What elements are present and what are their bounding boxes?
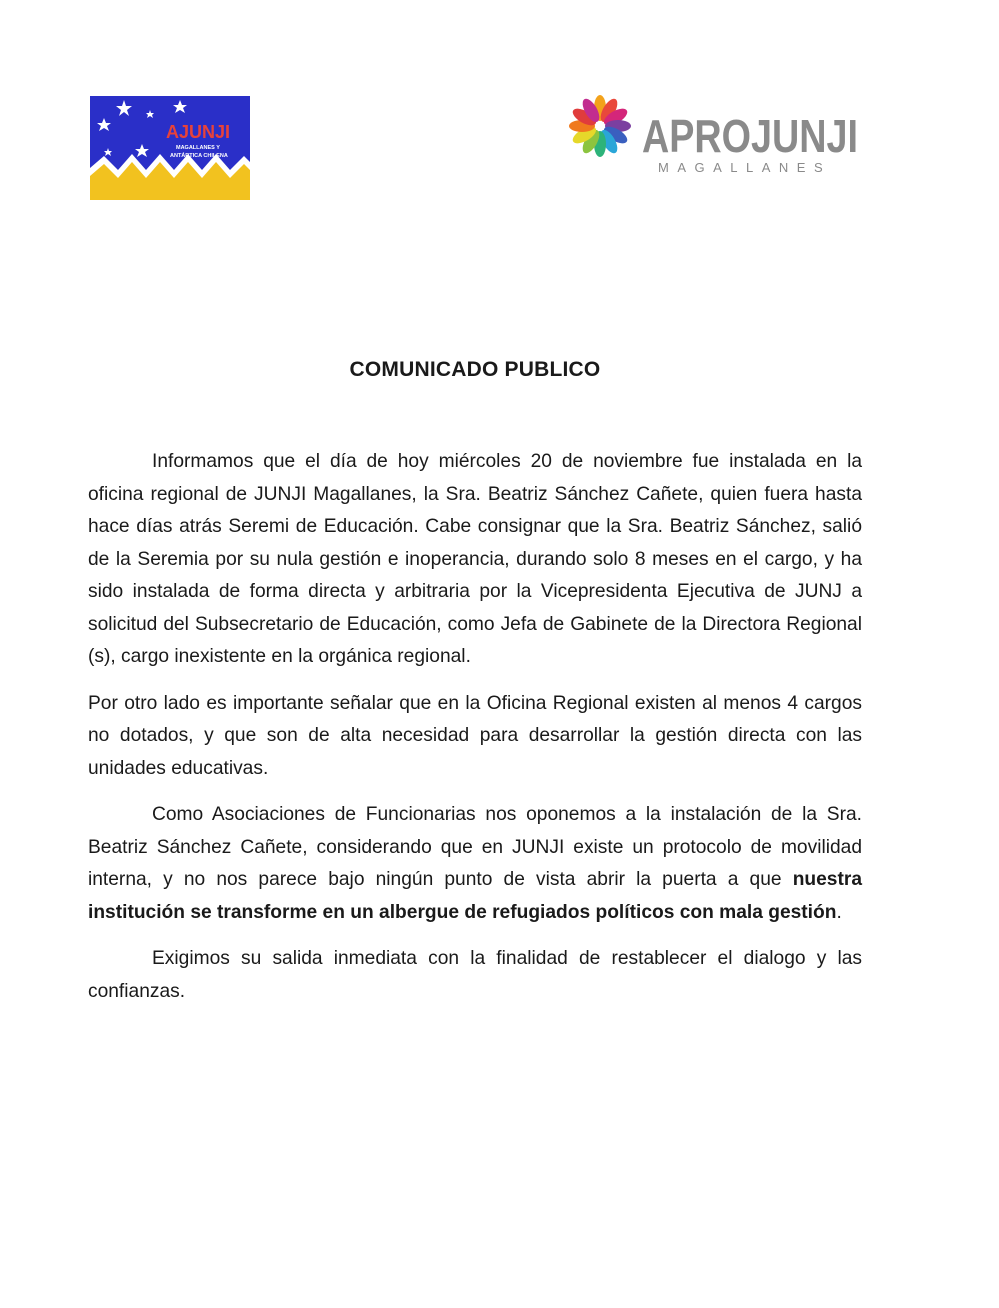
paragraph-4: Exigimos su salida inmediata con la finalidad de restablecer el dialogo y las confianzas. [88,948,862,1002]
ajunji-logo-text: AJUNJI [166,122,231,142]
document-body [88,446,862,1022]
aprojunji-flower-icon [569,95,631,157]
aprojunji-subtitle: MAGALLANES [658,160,832,175]
ajunji-logo [90,96,250,200]
document-title: COMUNICADO PUBLICO [349,358,601,381]
aprojunji-logo-text: APROJUNJI [642,110,882,162]
paragraph-3-emphasis: nuestra institución se transforme en un albergue de refugiados políticos con mala gestión [88,869,862,923]
paragraph-1: Informamos que el día de hoy miércoles 20 de noviembre fue instalada en la oficina regional de JUNJI Magallanes, la Sra. Beatriz Sánchez Cañete, quien fuera hasta hace días atrás Seremi de Educación. Cabe consignar que la Sra. Beatriz Sánchez, salió de la Seremia por su nula gestión e inoperancia, durando solo 8 meses en el cargo, y ha sido instalada de forma directa y arbitraria por la Vicepresidenta Ejecutiva de JUNJ a solicitud del Subsecretario de Educación, como Jefa de Gabinete de la Directora Regional (s), cargo inexistente en la orgánica regional. [88,451,862,667]
paragraph-2: Por otro lado es importante señalar que en la Oficina Regional existen al menos 4 cargos no dotados, y que son de alta necesidad para desarrollar la gestión directa con las unidades educativas. [88,692,862,779]
paragraph-3: Como Asociaciones de Funcionarias nos oponemos a la instalación de la Sra. Beatriz Sánchez Cañete, considerando que en JUNJI existe un protocolo de movilidad interna, y no nos parece bajo ningún punto de vista abrir la puerta a que nuestra institución se transforme en un albergue de refugiados políticos con mala gestión. [88,804,862,923]
svg-text:ANTÁRTICA CHILENA: ANTÁRTICA CHILENA [170,153,228,159]
aprojunji-logo [568,94,882,176]
svg-text:MAGALLANES Y: MAGALLANES Y [176,145,220,151]
